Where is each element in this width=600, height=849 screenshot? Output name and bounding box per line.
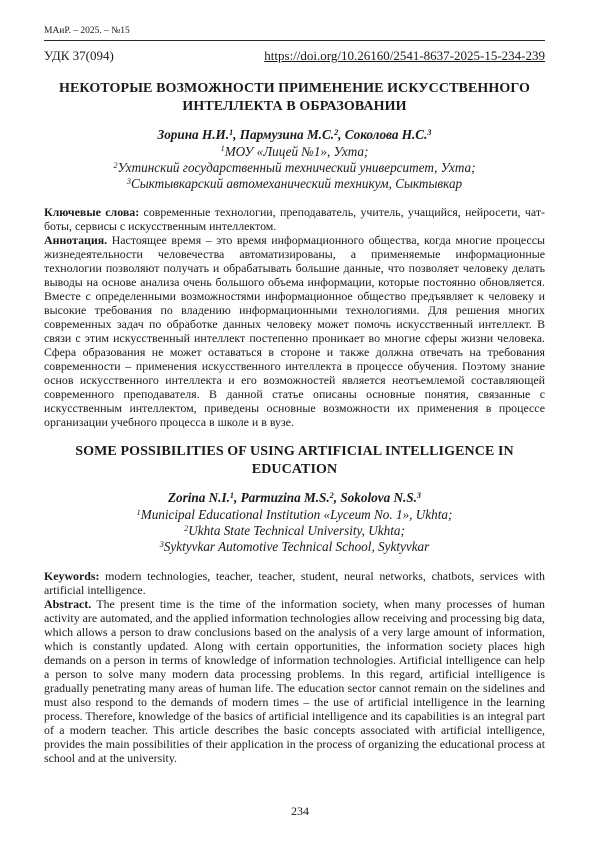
article-title-ru (44, 80, 545, 115)
meta-row (44, 48, 545, 64)
author-name-en: Sokolova N.S. (340, 490, 417, 506)
doi-link[interactable]: https://doi.org/10.26160/2541-8637-2025-15-234-239 (264, 48, 545, 63)
page-number: 234 (291, 804, 309, 818)
author-name-en: Parmuzina M.S. (240, 490, 330, 506)
abstract-text-en: The present time is the time of the information society, when many processes of human activity are automated, and the applied information technologies allow receiving and processing big data, which allows a person to draw conclusions based on the analysis of a very large amount of information, which is constantly updated. Along with certain opportunities, the information society places high demands on a person in terms of knowledge of information technologies. Artificial intelligence can help a person to solve many modern data processing problems. In this regard, artificial intelligence is gradually penetrating many areas of human life. The education sector cannot remain on the sidelines and must also respond to the demands of modern times – the use of artificial intelligence in the learning process. Therefore, knowledge of the basics of artificial intelligence and its capabilities is an integral part of a modern teacher. This article describes the basic concepts associated with artificial intelligence, provides the main possibilities of their application in the process of organizing the educational process at school and at the university. (44, 596, 545, 765)
author-name-ru: Соколова Н.С. (344, 127, 428, 142)
affiliation-text: Ухтинский государственный технический университет, Ухта; (117, 159, 476, 175)
keywords-en (44, 569, 545, 597)
author-name-ru: Пармузина М.С. (239, 127, 335, 142)
affiliation-text: Syktyvkar Automotive Technical School, Syktyvkar (163, 539, 430, 555)
affiliation-marker: 1 (220, 144, 225, 154)
author-separator: , (333, 490, 341, 506)
keywords-ru (44, 205, 545, 233)
affiliation-text: Municipal Educational Institution «Lyceum No. 1», Ukhta; (140, 506, 453, 522)
abstract-label-ru: Аннотация. (44, 233, 108, 248)
author-affiliation-marker: 3 (416, 491, 422, 501)
authors-line-ru (44, 127, 545, 144)
affiliation-text: МОУ «Лицей №1», Ухта; (224, 143, 369, 159)
journal-running-head (44, 26, 545, 41)
affiliations-ru (44, 144, 545, 193)
abstract-text-ru: Настоящее время – это время информационного общества, когда многие процессы жизнедеятельности человечества автоматизированы, а применяемые информационные технологии позволяют получать и обрабатывать большие данные, что позволяет человеку делать выводы на основе анализа очень большого объема информации, которые постоянно обновляется. Вместе с определенными возможностями информационное общество предъявляет к человеку и высокие требования по владению информационными технологиями. Для решения многих современных задач по обработке данных человеку может помочь искусственный интеллект. В связи с этим искусственный интеллект постепенно проникает во многие сферы жизни человека. Сфера образования не может оставаться в стороне и также должна отвечать на требования современности – применения искусственного интеллекта в процессе обучения. Поэтому знание основ искусственного интеллекта и его возможностей является неотъемлемой составляющей современного преподавателя. В данной статье описаны основные понятия, связанные с искусственным интеллектом, приведены основные возможности их применения в процессе организации учебного процесса в школе и в вузе. (44, 233, 545, 430)
article-title-en-line-1: SOME POSSIBILITIES OF USING ARTIFICIAL INTELLIGENCE IN (75, 444, 514, 460)
affiliation-marker: 2 (113, 160, 118, 170)
article-title-ru-line-1: НЕКОТОРЫЕ ВОЗМОЖНОСТИ ПРИМЕНЕНИЕ ИСКУССТВЕННОГО (58, 81, 531, 96)
affiliation-en (44, 507, 545, 523)
journal-issue-label: МАиР. – 2025. – №15 (44, 26, 130, 36)
abstract-block-ru (44, 205, 545, 429)
affiliation-ru (44, 160, 545, 176)
keywords-label-ru: Ключевые слова: (44, 205, 140, 220)
author-separator: , (233, 127, 240, 142)
keywords-text-en: modern technologies, teacher, teacher, student, neural networks, chatbots, services with artificial intelligence. (44, 568, 545, 597)
abstract-block-en (44, 569, 545, 765)
author-affiliation-marker: 2 (329, 491, 334, 501)
affiliation-marker: 3 (159, 540, 164, 550)
article-title-en-line-2: EDUCATION (251, 461, 338, 477)
affiliation-ru (44, 144, 545, 160)
article-title-ru-line-2: ИНТЕЛЛЕКТА В ОБРАЗОВАНИИ (182, 98, 407, 114)
article-title-en (44, 443, 545, 478)
author-affiliation-marker: 3 (427, 127, 432, 137)
authors-line-en (44, 490, 545, 507)
affiliation-marker: 3 (126, 177, 131, 187)
author-affiliation-marker: 2 (334, 127, 339, 137)
author-affiliation-marker: 1 (229, 127, 234, 137)
author-separator: , (234, 490, 241, 506)
author-affiliation-marker: 1 (229, 491, 234, 501)
abstract-en (44, 597, 545, 765)
affiliation-text: Сыктывкарский автомеханический техникум, Сыктывкар (130, 176, 463, 192)
author-name-ru: Зорина Н.И. (157, 127, 230, 142)
author-name-en: Zorina N.I. (167, 490, 230, 506)
abstract-ru (44, 233, 545, 429)
keywords-text-ru: современные технологии, преподаватель, учитель, учащийся, нейросети, чат-боты, сервисы с искусственным интеллектом. (44, 205, 545, 234)
affiliations-en (44, 507, 545, 556)
author-separator: , (338, 127, 345, 142)
abstract-label-en: Abstract. (44, 596, 92, 611)
affiliation-ru (44, 176, 545, 192)
affiliation-text: Ukhta State Technical University, Ukhta; (188, 523, 405, 539)
affiliation-en (44, 539, 545, 555)
keywords-label-en: Keywords: (44, 568, 100, 583)
affiliation-marker: 1 (136, 507, 141, 517)
udc-code: УДК 37(094) (44, 48, 114, 63)
affiliation-en (44, 523, 545, 539)
affiliation-marker: 2 (184, 524, 189, 534)
